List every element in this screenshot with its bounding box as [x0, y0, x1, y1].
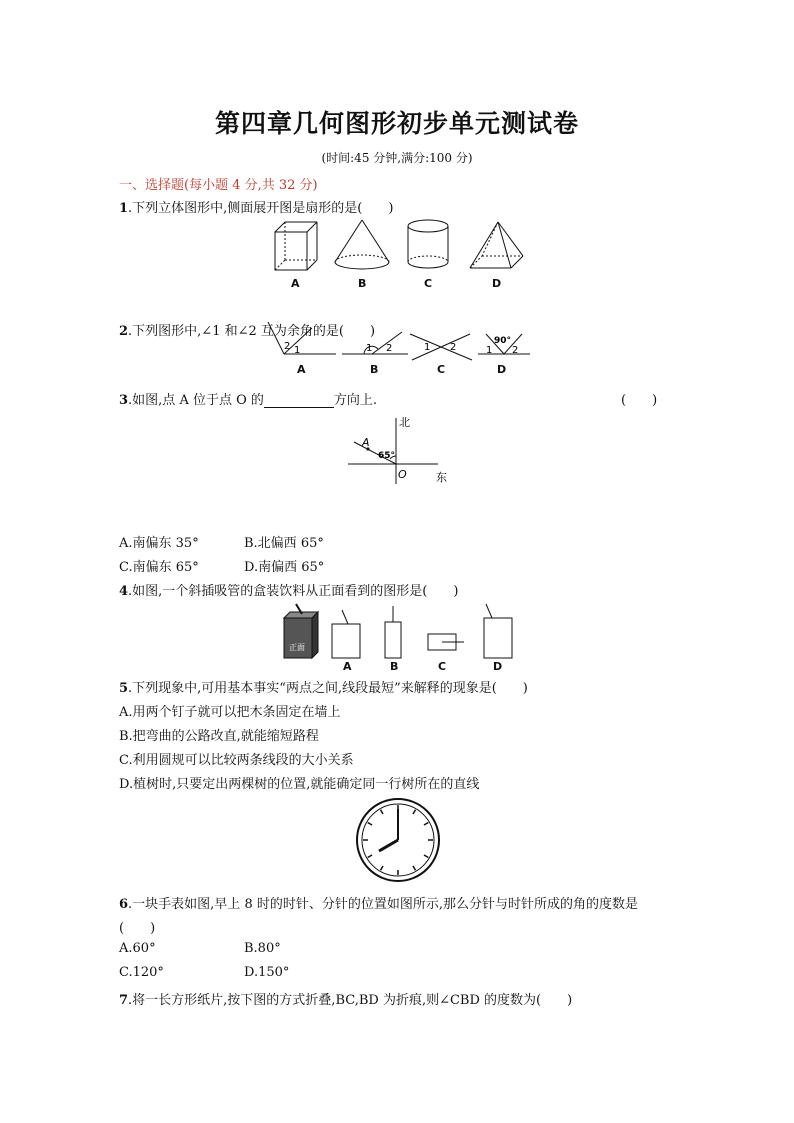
cube-figure	[275, 222, 317, 270]
question-text: .一块手表如图,早上 8 时的时针、分针的位置如图所示,那么分针与时针所成的角的度数是	[128, 897, 638, 912]
hour-hand	[379, 840, 398, 851]
clock-tick	[381, 866, 384, 870]
question-text-end: 方向上.	[333, 393, 378, 408]
question-number: 6	[119, 897, 129, 912]
answer-blank	[264, 395, 334, 408]
cone-figure	[335, 220, 389, 269]
clock-tick	[413, 810, 416, 814]
q2-label-b: B	[370, 363, 379, 376]
q5-option-b: B.把弯曲的公路改直,就能缩短路程	[119, 729, 319, 744]
answer-paren: ( )	[621, 393, 658, 408]
question-text: .将一长方形纸片,按下图的方式折叠,BC,BD 为折痕,则∠CBD 的度数为( )	[128, 993, 573, 1008]
question-3	[119, 389, 377, 408]
angle-label: 65°	[378, 451, 396, 461]
origin-label: O	[398, 468, 407, 481]
q2-label-a: A	[297, 363, 306, 376]
q4-label-a: A	[343, 660, 352, 673]
q2-label-d: D	[497, 363, 507, 376]
q4-juice-box-figure	[280, 602, 520, 662]
q2d-right-angle: 90°	[494, 336, 512, 346]
question-text: .下列现象中,可用基本事实“两点之间,线段最短”来解释的现象是( )	[128, 681, 528, 696]
q4-label-c: C	[438, 660, 447, 673]
q3-option-b: B.北偏西 65°	[244, 536, 324, 551]
question-text: .下列图形中,∠1 和∠2 互为余角的是( )	[128, 324, 376, 339]
q2c-mark-2: 2	[450, 342, 457, 353]
q3-option-c: C.南偏东 65°	[119, 560, 199, 575]
question-number: 4	[119, 584, 129, 599]
answer-paren: ( )	[119, 921, 156, 936]
question-number: 1	[119, 201, 129, 216]
q2a-mark-2: 2	[284, 341, 291, 352]
question-7	[119, 989, 572, 1008]
page-title: 第四章几何图形初步单元测试卷	[214, 109, 579, 138]
clock-tick	[413, 866, 416, 870]
q5-option-c: C.利用圆规可以比较两条线段的大小关系	[119, 753, 354, 768]
q1-label-c: C	[424, 277, 433, 290]
q4-label-d: D	[493, 660, 503, 673]
q5-option-d: D.植树时,只要定出两棵树的位置,就能确定同一行树所在的直线	[119, 777, 480, 792]
clock-figure	[355, 797, 441, 883]
q2a-mark-1: 1	[294, 345, 301, 356]
question-text: .下列立体图形中,侧面展开图是扇形的是( )	[128, 201, 394, 216]
q2b-mark-2: 2	[386, 343, 393, 354]
q6-option-b: B.80°	[244, 941, 281, 956]
question-4	[119, 580, 458, 599]
exam-info: (时间:45 分钟,满分:100 分)	[321, 151, 473, 165]
question-1	[119, 197, 393, 216]
q2-angles-figure	[260, 318, 540, 362]
north-label: 北	[399, 416, 410, 429]
clock-tick	[424, 823, 428, 826]
front-label: 正面	[289, 643, 305, 652]
cylinder-figure	[408, 220, 448, 268]
question-number: 5	[119, 681, 129, 696]
east-label: 东	[436, 471, 447, 484]
q2b-mark-1: 1	[366, 343, 373, 354]
question-number: 2	[119, 324, 129, 339]
q6-option-c: C.120°	[119, 965, 164, 980]
section-heading: 一、选择题(每小题 4 分,共 32 分)	[119, 178, 318, 193]
q4-label-b: B	[390, 660, 399, 673]
clock-tick	[368, 855, 372, 858]
q1-label-b: B	[358, 277, 367, 290]
question-5	[119, 677, 528, 696]
q5-option-a: A.用两个钉子就可以把木条固定在墙上	[119, 705, 341, 720]
pyramid-figure	[470, 222, 523, 268]
q1-label-d: D	[492, 277, 502, 290]
clock-tick	[368, 823, 372, 826]
question-number: 7	[119, 993, 129, 1008]
clock-tick	[424, 855, 428, 858]
q1-label-a: A	[291, 277, 300, 290]
q6-option-a: A.60°	[119, 941, 156, 956]
question-text: .如图,点 A 位于点 O 的	[128, 393, 264, 408]
q2c-mark-1: 1	[424, 342, 431, 353]
question-6	[119, 893, 638, 912]
q2-label-c: C	[437, 363, 446, 376]
question-text: .如图,一个斜插吸管的盒装饮料从正面看到的图形是( )	[128, 584, 459, 599]
q3-direction-figure	[340, 412, 460, 492]
q2d-mark-2: 2	[512, 345, 519, 356]
clock-tick	[381, 810, 384, 814]
q3-option-d: D.南偏西 65°	[244, 560, 325, 575]
q6-option-d: D.150°	[244, 965, 290, 980]
q3-option-a: A.南偏东 35°	[119, 536, 199, 551]
question-number: 3	[119, 393, 129, 408]
point-a-label: A	[362, 436, 370, 449]
q2d-mark-1: 1	[486, 345, 493, 356]
